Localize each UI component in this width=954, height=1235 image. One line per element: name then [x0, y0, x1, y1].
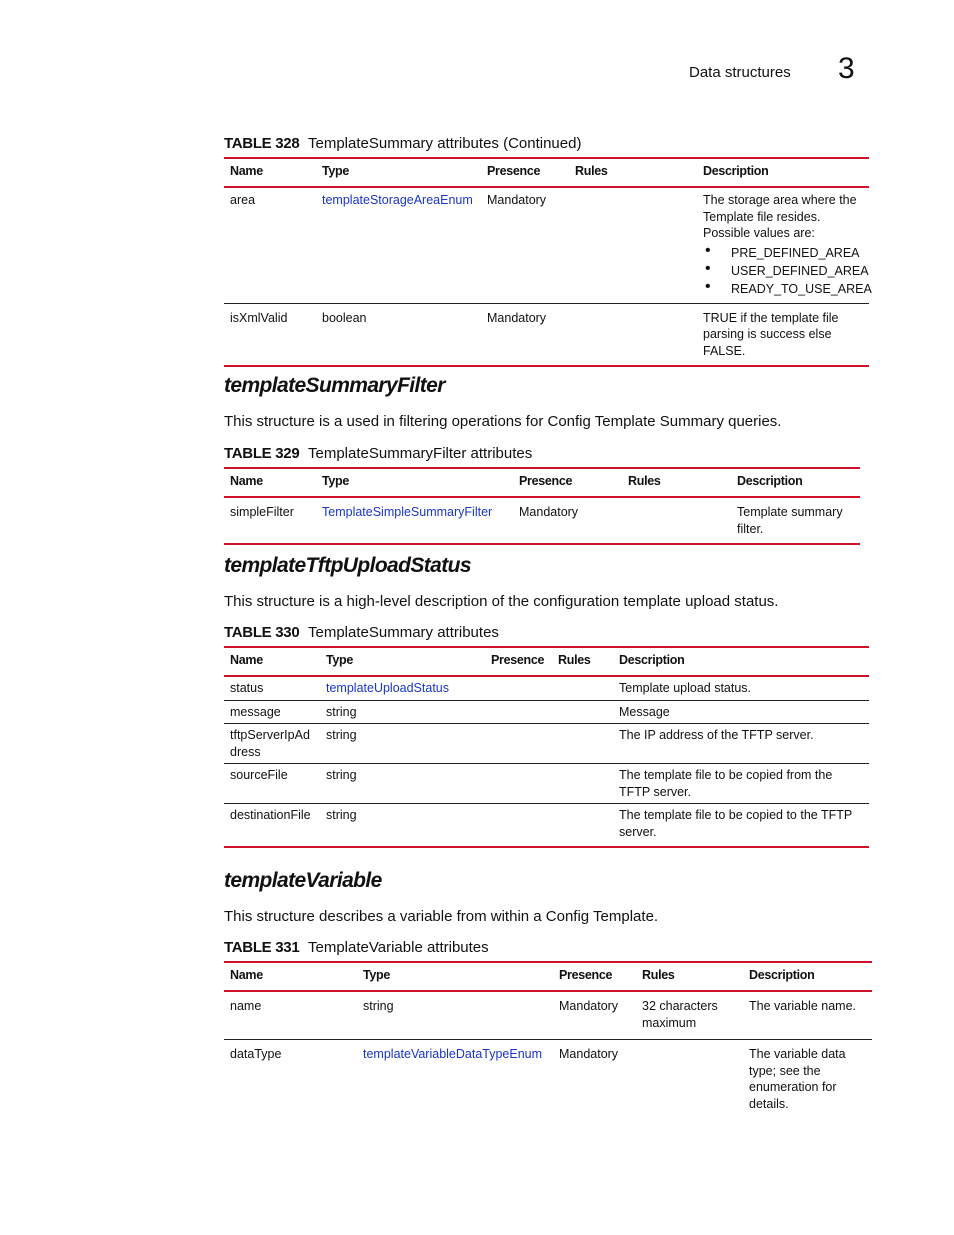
cell-rules	[552, 676, 613, 700]
table-row	[224, 804, 869, 848]
list-item: • PRE_DEFINED_AREA	[703, 244, 863, 262]
table-title: TemplateSummary attributes	[308, 624, 499, 641]
column-header-presence: Presence	[553, 962, 636, 991]
cell-rules	[552, 700, 613, 724]
table-328	[224, 157, 872, 367]
table-title: TemplateSummaryFilter attributes	[308, 445, 533, 462]
section-title-template-summary-filter: templateSummaryFilter	[224, 374, 445, 397]
table-328-caption	[224, 135, 581, 152]
table-row	[224, 187, 869, 303]
cell-presence: Mandatory	[481, 303, 569, 366]
table-330-caption	[224, 624, 499, 641]
column-header-description: Description	[613, 647, 869, 676]
column-header-type: Type	[316, 468, 513, 497]
column-header-rules: Rules	[622, 468, 731, 497]
cell-description: The IP address of the TFTP server.	[613, 724, 869, 764]
column-header-description: Description	[731, 468, 860, 497]
column-header-presence: Presence	[513, 468, 622, 497]
cell-rules	[622, 497, 731, 544]
section-title-template-variable: templateVariable	[224, 869, 382, 892]
cell-type-link[interactable]: TemplateSimpleSummaryFilter	[316, 497, 513, 544]
chapter-number: 3	[838, 52, 855, 85]
table-row	[224, 724, 869, 764]
table-row	[224, 764, 869, 804]
column-header-type: Type	[357, 962, 553, 991]
cell-description: The template file to be copied to the TFTP server.	[613, 804, 869, 848]
table-row	[224, 676, 869, 700]
cell-presence	[485, 700, 552, 724]
cell-name: message	[224, 700, 320, 724]
column-header-description: Description	[697, 158, 869, 187]
table-number: TABLE 330	[224, 624, 300, 641]
cell-type: string	[357, 991, 553, 1040]
table-row	[224, 700, 869, 724]
list-item: • READY_TO_USE_AREA	[703, 280, 863, 298]
cell-presence	[485, 676, 552, 700]
cell-description: Template upload status.	[613, 676, 869, 700]
cell-type: string	[320, 804, 485, 848]
cell-rules: 32 characters maximum	[636, 991, 743, 1040]
cell-presence	[485, 804, 552, 848]
column-header-name: Name	[224, 158, 316, 187]
cell-description: The variable data type; see the enumeration for details.	[749, 1047, 846, 1111]
table-header-row	[224, 647, 869, 676]
cell-description: Message	[613, 700, 869, 724]
cell-presence: Mandatory	[559, 1047, 619, 1061]
table-row	[224, 497, 860, 544]
section-intro: This structure describes a variable from within a Config Template.	[224, 908, 659, 925]
column-header-rules: Rules	[552, 647, 613, 676]
section-title-template-tftp-upload-status: templateTftpUploadStatus	[224, 554, 471, 577]
cell-rules	[552, 804, 613, 848]
cell-name: simpleFilter	[224, 497, 316, 544]
cell-type: string	[320, 764, 485, 804]
cell-description	[697, 187, 872, 303]
table-329-caption	[224, 445, 532, 462]
cell-description: TRUE if the template file parsing is success else FALSE.	[697, 303, 869, 366]
cell-type-link[interactable]: templateVariableDataTypeEnum	[363, 1047, 543, 1061]
cell-type-link[interactable]: templateUploadStatus	[320, 676, 485, 700]
cell-presence	[485, 724, 552, 764]
table-row	[224, 991, 872, 1040]
cell-name: isXmlValid	[224, 303, 316, 366]
column-header-description: Description	[743, 962, 872, 991]
cell-name: status	[224, 676, 320, 700]
cell-presence: Mandatory	[513, 497, 622, 544]
cell-rules	[569, 303, 697, 366]
cell-description: Template summary filter.	[731, 497, 860, 544]
column-header-name: Name	[224, 647, 320, 676]
section-intro: This structure is a high-level description of the configuration template upload status.	[224, 593, 779, 610]
cell-name: name	[224, 991, 357, 1040]
table-header-row	[224, 158, 869, 187]
possible-values-list	[703, 244, 872, 298]
table-329	[224, 467, 860, 545]
cell-name: area	[224, 187, 316, 303]
cell-name: sourceFile	[224, 764, 320, 804]
column-header-presence: Presence	[485, 647, 552, 676]
cell-type: boolean	[316, 303, 481, 366]
column-header-type: Type	[316, 158, 481, 187]
cell-description: The template file to be copied from the TFTP server.	[613, 764, 869, 804]
column-header-rules: Rules	[569, 158, 697, 187]
column-header-name: Name	[224, 962, 357, 991]
table-row	[224, 303, 869, 366]
list-item: • USER_DEFINED_AREA	[703, 262, 863, 280]
table-header-row	[224, 962, 872, 991]
cell-presence	[485, 764, 552, 804]
table-row	[224, 1040, 872, 1119]
cell-name: tftpServerIpAddress	[224, 724, 320, 764]
cell-type: string	[320, 700, 485, 724]
cell-rules	[569, 187, 697, 303]
table-number: TABLE 329	[224, 445, 300, 462]
cell-rules	[552, 764, 613, 804]
running-header-title: Data structures	[689, 64, 791, 81]
description-text: The storage area where the Template file resides. Possible values are:	[703, 193, 857, 240]
table-330	[224, 646, 869, 848]
table-331	[224, 961, 872, 1118]
cell-name: destinationFile	[224, 804, 320, 848]
table-title: TemplateVariable attributes	[308, 939, 489, 956]
column-header-type: Type	[320, 647, 485, 676]
cell-type: string	[320, 724, 485, 764]
table-title: TemplateSummary attributes (Continued)	[308, 135, 582, 152]
table-331-caption	[224, 939, 489, 956]
column-header-name: Name	[224, 468, 316, 497]
table-header-row	[224, 468, 860, 497]
column-header-rules: Rules	[636, 962, 743, 991]
cell-type-link[interactable]: templateStorageAreaEnum	[316, 187, 481, 303]
section-intro: This structure is a used in filtering operations for Config Template Summary queries.	[224, 413, 782, 430]
cell-rules	[636, 1040, 743, 1119]
cell-presence: Mandatory	[481, 187, 569, 303]
cell-name: dataType	[230, 1047, 282, 1061]
column-header-presence: Presence	[481, 158, 569, 187]
table-number: TABLE 331	[224, 939, 300, 956]
cell-rules	[552, 724, 613, 764]
cell-description: The variable name.	[743, 991, 872, 1040]
table-number: TABLE 328	[224, 135, 300, 152]
cell-presence: Mandatory	[553, 991, 636, 1040]
